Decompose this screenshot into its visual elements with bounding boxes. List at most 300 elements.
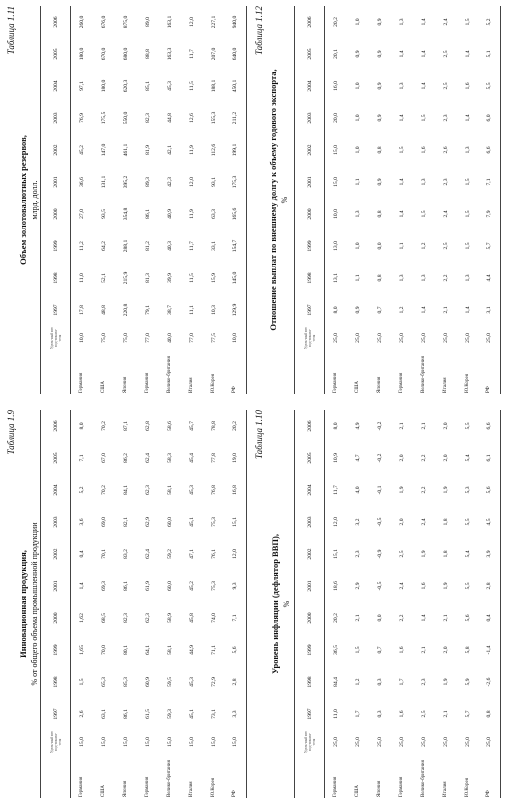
value-cell: 81,2 <box>144 241 151 251</box>
value-cell: 0,7 <box>376 306 383 314</box>
country-cell: Велико-британия <box>166 760 172 797</box>
value-cell: 1,7 <box>354 710 361 718</box>
table-title: Отношение выплат по внешнему долгу к объему годового экспорта, <box>268 69 278 331</box>
value-cell: 82,3 <box>144 113 151 123</box>
table-row <box>457 6 479 394</box>
table-row <box>479 6 501 394</box>
value-cell: 1,3 <box>464 274 471 282</box>
value-cell: 0,3 <box>376 678 383 686</box>
value-cell: 2,2 <box>420 486 427 494</box>
value-cell: 62,4 <box>144 549 151 559</box>
country-header <box>41 350 71 394</box>
value-cell: 1,1 <box>398 242 405 250</box>
value-cell: 1,4 <box>78 582 85 590</box>
country-header <box>41 754 71 798</box>
value-cell: 84,4 <box>332 677 339 687</box>
value-cell: 70,1 <box>100 549 107 559</box>
table-row <box>325 410 347 798</box>
value-cell: 70,2 <box>100 421 107 431</box>
table-panel-1-10 <box>252 410 502 798</box>
value-cell: 20,1 <box>332 49 339 59</box>
value-cell: 1,0 <box>354 82 361 90</box>
value-cell: 2,3 <box>442 178 449 186</box>
value-cell: 45,7 <box>188 421 195 431</box>
value-cell: 1,5 <box>464 242 471 250</box>
weight-cell: 77,0 <box>144 333 151 343</box>
value-cell: 42,3 <box>166 177 173 187</box>
value-cell: 1,6 <box>398 646 405 654</box>
country-cell: Германия <box>332 372 338 393</box>
value-cell: 15,0 <box>332 177 339 187</box>
table-row <box>181 6 203 394</box>
value-cell: 62,3 <box>144 613 151 623</box>
country-cell: Германия <box>332 776 338 797</box>
value-cell: 40,9 <box>166 209 173 219</box>
value-cell: 1,4 <box>398 178 405 186</box>
value-cell: 58,6 <box>166 421 173 431</box>
value-cell: 2,5 <box>398 550 405 558</box>
table-row <box>347 410 369 798</box>
value-cell: 1,3 <box>398 82 405 90</box>
value-cell: 2,1 <box>442 306 449 314</box>
value-cell: 64,1 <box>144 645 151 655</box>
year-header: 2000 <box>52 208 59 220</box>
value-cell: 0,9 <box>376 18 383 26</box>
table-row <box>203 6 225 394</box>
value-cell: 2,4 <box>442 18 449 26</box>
year-header: 1999 <box>52 644 59 656</box>
value-cell: -0,2 <box>376 453 383 463</box>
value-cell: 11,5 <box>188 273 195 283</box>
value-cell: -0,9 <box>376 549 383 559</box>
table-number: Таблица 1.12 <box>254 6 264 56</box>
value-cell: 1,0 <box>354 114 361 122</box>
year-header: 2006 <box>52 16 59 28</box>
weight-cell: 10,0 <box>232 333 239 343</box>
value-cell: 3,1 <box>486 306 493 314</box>
value-cell: 83,2 <box>122 549 129 559</box>
value-cell: 1,5 <box>398 146 405 154</box>
value-cell: 86,1 <box>122 709 129 719</box>
value-cell: 16,8 <box>232 485 239 495</box>
year-header: 1998 <box>52 676 59 688</box>
value-cell: 2,4 <box>420 518 427 526</box>
value-cell: 5,7 <box>486 242 493 250</box>
country-cell: Германия <box>144 372 150 393</box>
value-cell: 1,3 <box>354 210 361 218</box>
value-cell: 1,7 <box>398 678 405 686</box>
value-cell: 44,9 <box>188 645 195 655</box>
value-cell: 11,9 <box>188 209 195 219</box>
value-cell: 1,3 <box>420 178 427 186</box>
value-cell: 80,1 <box>122 645 129 655</box>
value-cell: 5,2 <box>486 18 493 26</box>
value-cell: 4,5 <box>486 518 493 526</box>
value-cell: 77,8 <box>210 453 217 463</box>
value-cell: 5,4 <box>464 454 471 462</box>
value-cell: 69,3 <box>100 581 107 591</box>
value-cell: 2,3 <box>442 114 449 122</box>
value-cell: 395,2 <box>122 175 129 189</box>
value-cell: 1,4 <box>420 18 427 26</box>
table-row <box>391 410 413 798</box>
year-header: 2000 <box>52 612 59 624</box>
value-cell: 2,3 <box>420 678 427 686</box>
table-row <box>457 410 479 798</box>
year-header: 1999 <box>306 644 313 656</box>
value-cell: 62,4 <box>144 453 151 463</box>
value-cell: 2,1 <box>442 710 449 718</box>
year-header: 2005 <box>52 48 59 60</box>
value-cell: 288,1 <box>122 239 129 253</box>
table-row <box>203 410 225 798</box>
value-cell: 60,9 <box>144 677 151 687</box>
value-cell: 15,0 <box>332 145 339 155</box>
weight-cell: 15,0 <box>166 737 173 747</box>
country-cell: Япония <box>122 780 128 797</box>
value-cell: 5,5 <box>464 582 471 590</box>
weight-cell: 25,0 <box>464 737 471 747</box>
value-cell: 58,3 <box>166 453 173 463</box>
value-cell: 11,2 <box>78 241 85 251</box>
country-cell: РФ <box>486 790 492 797</box>
year-header: 1998 <box>52 272 59 284</box>
country-cell: Велико-британия <box>166 356 172 393</box>
value-cell: 1,5 <box>464 18 471 26</box>
value-cell: 42,1 <box>166 145 173 155</box>
value-cell: 1,65 <box>78 645 85 655</box>
value-cell: 1,4 <box>420 614 427 622</box>
value-cell: 155,3 <box>210 111 217 125</box>
value-cell: 0,8 <box>376 210 383 218</box>
value-cell: 2,0 <box>398 518 405 526</box>
value-cell: 199,1 <box>232 143 239 157</box>
year-header: 2003 <box>52 112 59 124</box>
value-cell: 211,2 <box>232 111 239 125</box>
value-cell: -0,1 <box>376 485 383 495</box>
value-cell: 36,6 <box>78 177 85 187</box>
weight-cell: 25,0 <box>354 333 361 343</box>
country-cell: Германия <box>78 776 84 797</box>
value-cell: 680,0 <box>122 47 129 61</box>
weight-cell: 15,0 <box>144 737 151 747</box>
value-cell: 60,0 <box>166 517 173 527</box>
value-cell: 58,9 <box>166 613 173 623</box>
value-cell: 6,6 <box>486 422 493 430</box>
value-cell: 640,0 <box>232 47 239 61</box>
year-header: 2002 <box>52 548 59 560</box>
value-cell: 1,4 <box>398 210 405 218</box>
value-cell: 11,7 <box>188 49 195 59</box>
value-cell: 450,1 <box>232 79 239 93</box>
value-cell: 0,9 <box>376 114 383 122</box>
value-cell: 5,8 <box>464 646 471 654</box>
year-header: 2006 <box>306 420 313 432</box>
value-cell: 0,8 <box>376 146 383 154</box>
weight-cell: 25,0 <box>420 333 427 343</box>
value-cell: 175,3 <box>232 175 239 189</box>
value-cell: 85,1 <box>144 81 151 91</box>
value-cell: 61,9 <box>144 581 151 591</box>
data-table <box>294 6 501 394</box>
value-cell: 8,0 <box>332 422 339 430</box>
value-cell: 354,8 <box>122 207 129 221</box>
value-cell: 0,4 <box>78 550 85 558</box>
year-header: 2004 <box>306 484 313 496</box>
year-header: 2004 <box>306 80 313 92</box>
table-number: Таблица 1.11 <box>6 6 16 55</box>
table-title: Объем золотовалютных резервов, <box>18 135 28 265</box>
data-table <box>40 410 247 798</box>
value-cell: 5,6 <box>464 614 471 622</box>
year-header: 2001 <box>52 580 59 592</box>
value-cell: 68,5 <box>100 613 107 623</box>
table-row <box>71 6 93 394</box>
table-number: Таблица 1.10 <box>254 410 264 460</box>
country-cell: Германия <box>78 372 84 393</box>
table-row <box>225 6 247 394</box>
country-cell: Япония <box>376 376 382 393</box>
value-cell: 45,3 <box>166 81 173 91</box>
value-cell: 11,0 <box>78 273 85 283</box>
value-cell: 188,1 <box>210 79 217 93</box>
value-cell: 93,5 <box>100 209 107 219</box>
weight-cell: 77,5 <box>210 333 217 343</box>
value-cell: 1,2 <box>398 306 405 314</box>
value-cell: 33,1 <box>210 241 217 251</box>
value-cell: 165,6 <box>232 207 239 221</box>
value-cell: 5,4 <box>464 550 471 558</box>
year-header: 1997 <box>306 304 313 316</box>
value-cell: 2,2 <box>442 274 449 282</box>
value-cell: 5,9 <box>464 678 471 686</box>
value-cell: 1,3 <box>398 274 405 282</box>
weight-cell: 25,0 <box>486 737 493 747</box>
value-cell: 129,9 <box>232 303 239 317</box>
table-row <box>93 410 115 798</box>
value-cell: 38,7 <box>166 305 173 315</box>
value-cell: 2,5 <box>442 82 449 90</box>
value-cell: 461,1 <box>122 143 129 157</box>
value-cell: 65,3 <box>100 677 107 687</box>
value-cell: 17,8 <box>78 305 85 315</box>
value-cell: 1,9 <box>398 486 405 494</box>
weight-cell: 25,0 <box>332 737 339 747</box>
value-cell: 1,5 <box>420 210 427 218</box>
value-cell: 5,6 <box>232 646 239 654</box>
value-cell: 12,0 <box>188 17 195 27</box>
table-row <box>115 410 137 798</box>
value-cell: 59,2 <box>166 549 173 559</box>
value-cell: 62,8 <box>144 421 151 431</box>
weight-cell: 25,0 <box>442 333 449 343</box>
table-row <box>347 6 369 394</box>
value-cell: 1,6 <box>464 82 471 90</box>
country-cell: Ю.Корея <box>464 778 470 797</box>
value-cell: 20,2 <box>332 17 339 27</box>
value-cell: 16,0 <box>332 81 339 91</box>
year-header: 2002 <box>52 144 59 156</box>
value-cell: 1,3 <box>464 146 471 154</box>
value-cell: 12,6 <box>188 113 195 123</box>
table-row <box>325 6 347 394</box>
weight-cell: 75,0 <box>122 333 129 343</box>
value-cell: 64,2 <box>100 241 107 251</box>
value-cell: 11,5 <box>188 81 195 91</box>
year-header: 2001 <box>52 176 59 188</box>
table-panel-1-11 <box>0 6 239 394</box>
table-row <box>435 6 457 394</box>
weight-cell: 15,0 <box>232 737 239 747</box>
value-cell: 1,62 <box>78 613 85 623</box>
value-cell: 0,9 <box>354 306 361 314</box>
value-cell: 48,8 <box>100 305 107 315</box>
value-cell: 1,5 <box>78 678 85 686</box>
value-cell: 62,3 <box>144 485 151 495</box>
table-number: Таблица 1.9 <box>6 410 16 455</box>
weight-cell: 15,0 <box>122 737 129 747</box>
value-cell: 13,1 <box>332 273 339 283</box>
value-cell: 5,1 <box>486 50 493 58</box>
value-cell: 18,6 <box>332 581 339 591</box>
weight-cell: 25,0 <box>398 737 405 747</box>
value-cell: 620,3 <box>122 79 129 93</box>
weight-cell: 25,0 <box>332 333 339 343</box>
table-row <box>369 410 391 798</box>
value-cell: 88,8 <box>144 49 151 59</box>
value-cell: 82,3 <box>122 613 129 623</box>
value-cell: 0,8 <box>376 274 383 282</box>
value-cell: 550,0 <box>122 111 129 125</box>
value-cell: 20,2 <box>232 421 239 431</box>
value-cell: 0,9 <box>376 82 383 90</box>
country-cell: РФ <box>232 790 238 797</box>
year-header: 2000 <box>306 208 313 220</box>
table-row <box>413 6 435 394</box>
value-cell: 73,1 <box>210 709 217 719</box>
value-cell: 44,8 <box>166 113 173 123</box>
value-cell: 78,8 <box>210 421 217 431</box>
table-panel-1-9 <box>0 410 239 798</box>
value-cell: -2,6 <box>486 677 493 687</box>
table-row <box>159 410 181 798</box>
table-row <box>369 6 391 394</box>
value-cell: 112,6 <box>210 143 217 157</box>
country-cell: Ю.Корея <box>464 374 470 393</box>
value-cell: 86,2 <box>122 453 129 463</box>
value-cell: 8,0 <box>78 422 85 430</box>
value-cell: 2,1 <box>420 646 427 654</box>
value-cell: 1,4 <box>398 114 405 122</box>
value-cell: 220,8 <box>122 303 129 317</box>
value-cell: 9,3 <box>232 582 239 590</box>
table-panel-1-12 <box>252 6 502 394</box>
data-table <box>294 410 501 798</box>
year-header: 1997 <box>52 708 59 720</box>
value-cell: 0,9 <box>376 178 383 186</box>
value-cell: 82,1 <box>122 517 129 527</box>
value-cell: 227,1 <box>210 15 217 29</box>
value-cell: 0,3 <box>376 710 383 718</box>
value-cell: 2,8 <box>486 582 493 590</box>
country-cell: Ю.Корея <box>210 374 216 393</box>
value-cell: 1,2 <box>354 678 361 686</box>
value-cell: 1,9 <box>442 678 449 686</box>
value-cell: 1,3 <box>398 18 405 26</box>
value-cell: 84,1 <box>122 485 129 495</box>
value-cell: 2,1 <box>420 422 427 430</box>
country-cell: США <box>100 785 106 797</box>
table-title: Уровень инфляции (дефлятор ВВП), <box>270 534 280 674</box>
value-cell: 67,0 <box>100 453 107 463</box>
value-cell: 85,3 <box>122 677 129 687</box>
value-cell: 11,0 <box>332 709 339 719</box>
table-subtitle: млрд. долл. <box>30 180 39 220</box>
weight-cell: 77,0 <box>188 333 195 343</box>
value-cell: 1,9 <box>442 582 449 590</box>
value-cell: 2,2 <box>420 454 427 462</box>
value-cell: 2,1 <box>354 614 361 622</box>
value-cell: -0,5 <box>376 517 383 527</box>
value-cell: 2,6 <box>78 710 85 718</box>
value-cell: 36,5 <box>332 645 339 655</box>
country-cell: Германия <box>144 776 150 797</box>
value-cell: 15,1 <box>332 549 339 559</box>
year-header: 2005 <box>306 48 313 60</box>
value-cell: 45,8 <box>188 613 195 623</box>
country-cell: Италия <box>188 377 194 393</box>
value-cell: 2,1 <box>398 422 405 430</box>
value-cell: 1,3 <box>420 274 427 282</box>
value-cell: 5,5 <box>486 82 493 90</box>
weight-cell: 15,0 <box>210 737 217 747</box>
value-cell: 1,5 <box>354 646 361 654</box>
weight-cell: 25,0 <box>464 333 471 343</box>
value-cell: 15,9 <box>210 273 217 283</box>
value-cell: 39,9 <box>166 273 173 283</box>
value-cell: 676,0 <box>100 15 107 29</box>
value-cell: 60,0 <box>166 581 173 591</box>
weight-cell: 25,0 <box>486 333 493 343</box>
value-cell: 20,0 <box>332 113 339 123</box>
value-cell: 1,0 <box>354 242 361 250</box>
value-cell: 1,4 <box>420 82 427 90</box>
value-cell: 207,0 <box>210 47 217 61</box>
value-cell: 12,0 <box>232 549 239 559</box>
value-cell: 89,0 <box>144 17 151 27</box>
value-cell: 1,6 <box>420 582 427 590</box>
weight-header: Удель-ный вес под-показа-теля <box>303 730 316 754</box>
value-cell: 2,0 <box>442 422 449 430</box>
value-cell: 12,0 <box>332 517 339 527</box>
value-cell: 45,1 <box>188 709 195 719</box>
value-cell: 81,9 <box>144 145 151 155</box>
year-header: 2003 <box>52 516 59 528</box>
value-cell: 2,9 <box>354 582 361 590</box>
value-cell: 81,3 <box>144 273 151 283</box>
table-title: Инновационная продукция, <box>18 550 28 658</box>
value-cell: 20,2 <box>332 613 339 623</box>
value-cell: 4,4 <box>486 274 493 282</box>
value-cell: 13,0 <box>332 241 339 251</box>
value-cell: 2,3 <box>354 550 361 558</box>
year-header: 2006 <box>306 16 313 28</box>
value-cell: 2,5 <box>442 50 449 58</box>
year-header: 2001 <box>306 580 313 592</box>
value-cell: 5,6 <box>486 486 493 494</box>
value-cell: 1,5 <box>464 210 471 218</box>
weight-header: Удель-ный вес под-показа-теля <box>49 326 62 350</box>
